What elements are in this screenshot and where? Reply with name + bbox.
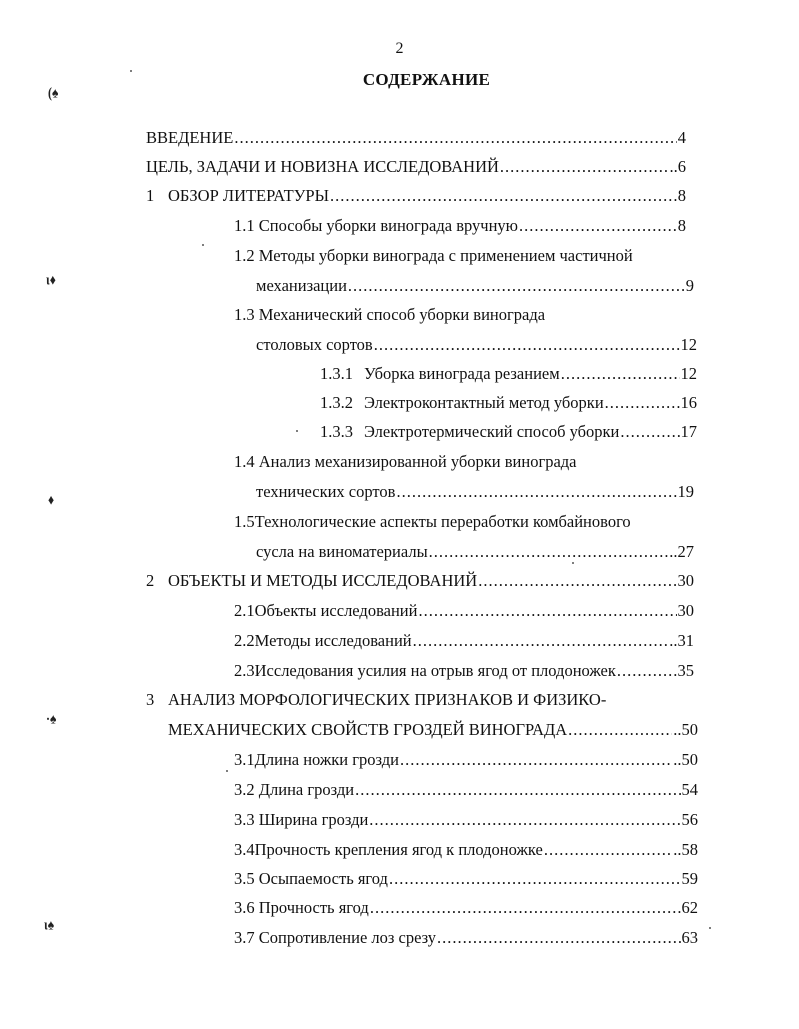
toc-entry-page: 30 <box>677 571 694 590</box>
leader-dots <box>437 928 680 948</box>
scan-mark: (♠ <box>48 84 59 102</box>
toc-entry-label: 3.4Прочность крепления ягод к плодоножке <box>234 840 543 859</box>
toc-entry-page: 8 <box>677 216 686 235</box>
toc-entry-3-5 <box>234 869 698 893</box>
chapter-number: 2 <box>146 571 155 590</box>
toc-entry-page: ..31 <box>669 631 694 650</box>
toc-entry-label: сусла на виноматериалы <box>256 542 428 561</box>
leader-dots <box>369 810 680 830</box>
toc-entry-page: 16 <box>680 393 697 412</box>
scan-mark: ι♠ <box>44 916 55 934</box>
leader-dots <box>374 335 680 355</box>
scan-dot <box>296 430 298 432</box>
leader-dots <box>478 571 676 591</box>
toc-entry-3-1 <box>234 750 698 774</box>
toc-entry-page: 59 <box>681 869 698 888</box>
toc-entry-1-3-line2 <box>256 335 697 359</box>
toc-entry-page: 8 <box>677 186 686 205</box>
scan-mark: ♦ <box>48 491 55 509</box>
toc-entry-2-1 <box>234 601 694 625</box>
toc-entry-1-3-2 <box>320 393 697 417</box>
toc-entry-page: 4 <box>677 128 686 147</box>
toc-entry-label: 2.2Методы исследований <box>234 631 412 650</box>
scan-mark: ·♠ <box>46 710 57 728</box>
toc-entry-label: МЕХАНИЧЕСКИХ СВОЙСТВ ГРОЗДЕЙ ВИНОГРАДА <box>168 720 568 739</box>
toc-entry-label: 1.4 Анализ механизированной уборки винограда <box>234 452 577 471</box>
leader-dots <box>544 840 672 860</box>
scan-dot <box>226 770 228 772</box>
toc-entry-3-6 <box>234 898 698 922</box>
toc-entry-2-2 <box>234 631 694 655</box>
toc-entry-page: ..6 <box>669 157 686 176</box>
toc-entry-label: АНАЛИЗ МОРФОЛОГИЧЕСКИХ ПРИЗНАКОВ И ФИЗИКО- <box>168 690 607 709</box>
toc-entry-1-2-line1 <box>234 246 694 270</box>
chapter-number: 3 <box>146 690 155 709</box>
leader-dots <box>620 422 679 442</box>
toc-entry-page: 35 <box>677 661 694 680</box>
leader-dots <box>605 393 680 413</box>
toc-entry-page: 62 <box>681 898 698 917</box>
toc-entry-1-3-1 <box>320 364 697 388</box>
toc-entry-label: 1.1 Способы уборки винограда вручную <box>234 216 518 235</box>
scan-dot <box>130 70 132 72</box>
toc-entry-page: 17 <box>680 422 697 441</box>
scan-mark: ι♦ <box>46 271 56 289</box>
toc-chapter-3-line2 <box>168 720 698 744</box>
toc-entry-label: ЦЕЛЬ, ЗАДАЧИ И НОВИЗНА ИССЛЕДОВАНИЙ <box>146 157 499 176</box>
leader-dots <box>617 661 677 681</box>
leader-dots <box>396 482 676 502</box>
toc-entry-label: 3.1Длина ножки грозди <box>234 750 399 769</box>
toc-chapter-3-line1 <box>146 690 706 714</box>
section-number: 1.3.3 <box>320 422 353 441</box>
toc-entry-page: 12 <box>680 335 697 354</box>
scan-dot <box>709 927 711 929</box>
toc-entry-page: ..58 <box>673 840 698 859</box>
toc-entry-1-2-line2 <box>256 276 694 300</box>
toc-entry-page: 19 <box>677 482 694 501</box>
leader-dots <box>370 898 681 918</box>
section-number: 1.3.2 <box>320 393 353 412</box>
toc-entry-label: 3.3 Ширина грозди <box>234 810 369 829</box>
toc-entry-label: 3.7 Сопротивление лоз срезу <box>234 928 437 947</box>
toc-entry-page: 9 <box>685 276 694 295</box>
toc-entry-3-7 <box>234 928 698 952</box>
toc-entry-page: 54 <box>681 780 698 799</box>
leader-dots <box>418 601 676 621</box>
leader-dots <box>561 364 680 384</box>
leader-dots <box>234 128 676 148</box>
leader-dots <box>355 780 680 800</box>
toc-entry-label: ВВЕДЕНИЕ <box>146 128 234 147</box>
leader-dots <box>413 631 669 651</box>
toc-entry-label: 2.1Объекты исследований <box>234 601 418 620</box>
leader-dots <box>429 542 669 562</box>
leader-dots <box>348 276 685 296</box>
toc-chapter-1 <box>146 186 686 210</box>
toc-entry-label: 1.5Технологические аспекты переработки комбайнового <box>234 512 631 531</box>
toc-entry-page: 12 <box>680 364 697 383</box>
toc-entry-intro <box>146 128 686 152</box>
toc-entry-1-1 <box>234 216 686 240</box>
scan-dot <box>202 244 204 246</box>
toc-entry-label: ОБЗОР ЛИТЕРАТУРЫ <box>168 186 329 205</box>
toc-entry-label: столовых сортов <box>256 335 373 354</box>
toc-entry-label: 3.2 Длина грозди <box>234 780 355 799</box>
toc-entry-label: Уборка винограда резанием <box>364 364 560 383</box>
toc-chapter-2 <box>146 571 694 595</box>
page-title: СОДЕРЖАНИЕ <box>362 70 491 89</box>
toc-entry-1-4-line2 <box>256 482 694 506</box>
toc-entry-1-3-line1 <box>234 305 694 329</box>
toc-entry-page: ..27 <box>669 542 694 561</box>
chapter-number: 1 <box>146 186 155 205</box>
toc-entry-1-3-3 <box>320 422 697 446</box>
toc-entry-1-4-line1 <box>234 452 694 476</box>
toc-entry-3-4 <box>234 840 698 864</box>
toc-entry-label: механизации <box>256 276 347 295</box>
toc-entry-label: ОБЪЕКТЫ И МЕТОДЫ ИССЛЕДОВАНИЙ <box>168 571 478 590</box>
toc-entry-3-3 <box>234 810 698 834</box>
toc-entry-page: 30 <box>677 601 694 620</box>
toc-entry-label: 3.6 Прочность ягод <box>234 898 369 917</box>
toc-entry-label: 1.2 Методы уборки винограда с применением частичной <box>234 246 633 265</box>
leader-dots <box>400 750 672 770</box>
leader-dots <box>500 157 669 177</box>
toc-entry-label: 3.5 Осыпаемость ягод <box>234 869 388 888</box>
leader-dots <box>330 186 677 206</box>
toc-entry-page: ..50 <box>673 750 698 769</box>
toc-entry-3-2 <box>234 780 698 804</box>
toc-entry-1-5-line2 <box>256 542 694 566</box>
leader-dots <box>568 720 672 740</box>
leader-dots <box>519 216 677 236</box>
toc-entry-label: 1.3 Механический способ уборки винограда <box>234 305 546 324</box>
toc-entry-page: ..50 <box>673 720 698 739</box>
toc-entry-1-5-line1 <box>234 512 694 536</box>
toc-entry-label: технических сортов <box>256 482 396 501</box>
leader-dots <box>389 869 681 889</box>
toc-entry-goals <box>146 157 686 181</box>
toc-entry-label: 2.3Исследования усилия на отрыв ягод от плодоножек <box>234 661 616 680</box>
page-number: 2 <box>395 40 404 57</box>
toc-entry-2-3 <box>234 661 694 685</box>
section-number: 1.3.1 <box>320 364 353 383</box>
toc-entry-label: Электроконтактный метод уборки <box>364 393 604 412</box>
toc-entry-label: Электротермический способ уборки <box>364 422 620 441</box>
toc-entry-page: 56 <box>681 810 698 829</box>
toc-entry-page: 63 <box>681 928 698 947</box>
